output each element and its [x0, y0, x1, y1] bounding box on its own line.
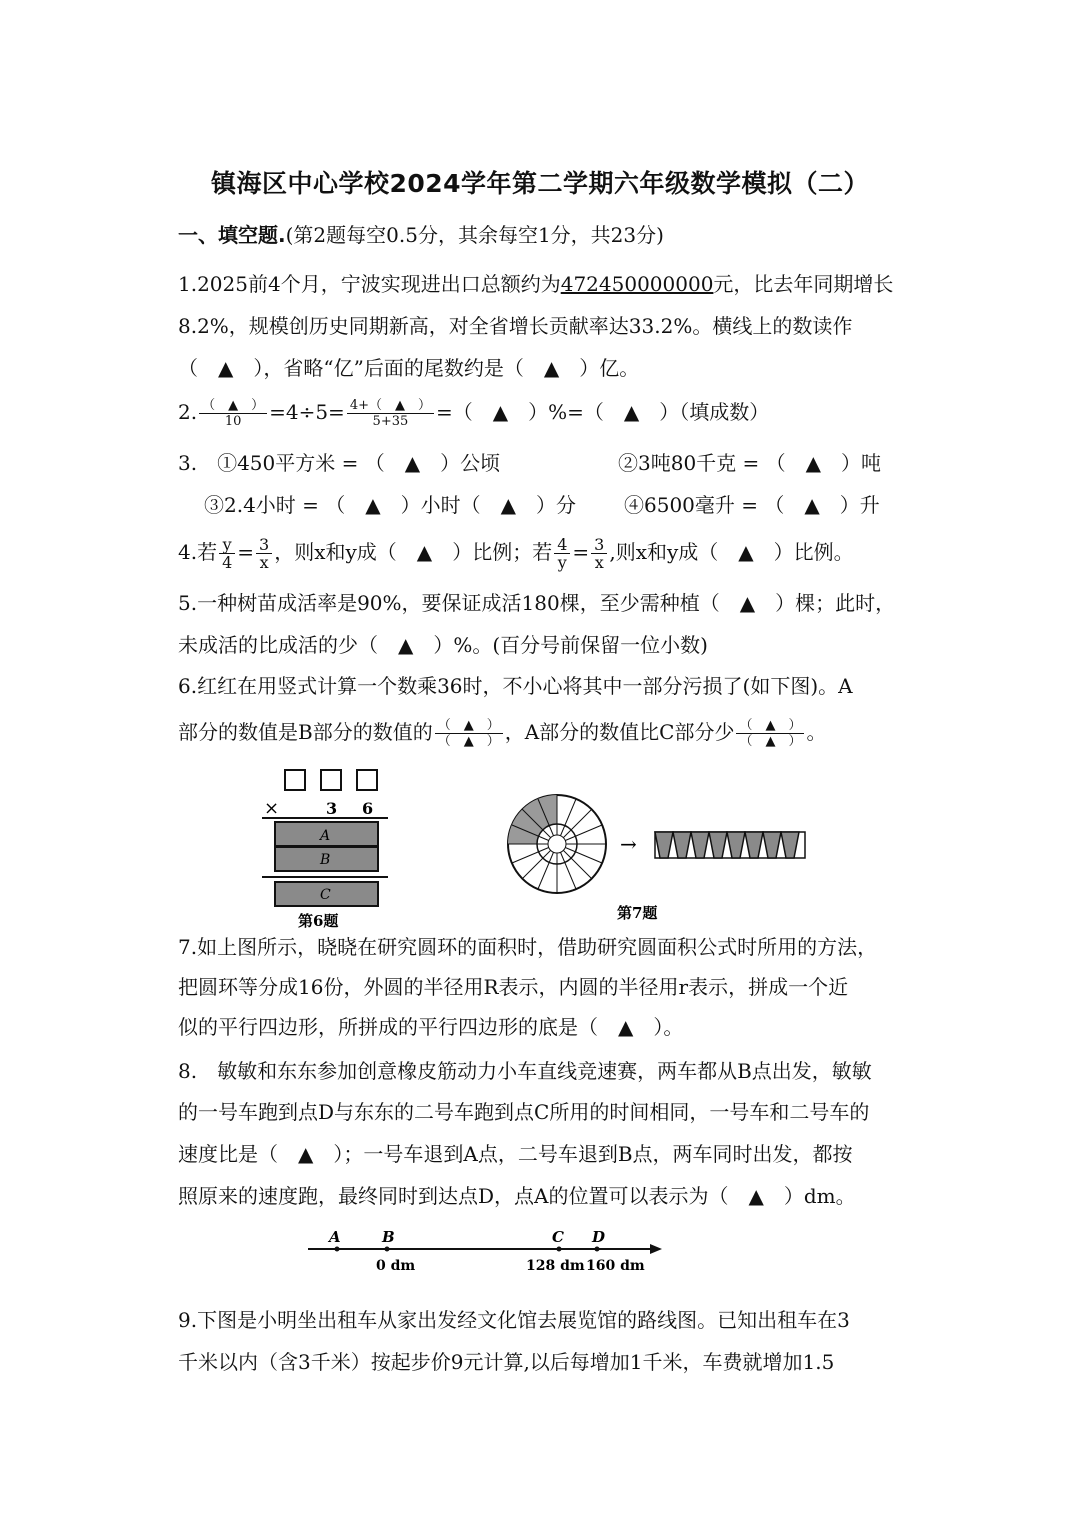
section-heading: 一、填空题. [178, 223, 286, 247]
q9-line1: 9.下图是小明坐出租车从家出发经文化馆去展览馆的路线图。已知出租车在3 [178, 1308, 850, 1332]
q6-frac1-den: （ ▲ ） [437, 734, 500, 749]
label-point-c: C [552, 1228, 564, 1246]
q2-frac2-numerator: 4+（ ▲ ） [347, 398, 434, 414]
q4-frac3-den: y [557, 553, 567, 572]
q4-frac3-num: 4 [554, 536, 570, 554]
times-sign: × [264, 798, 280, 819]
q4-frac-1 [219, 536, 235, 571]
q4-tail: ,则x和y成（ ▲ ）比例。 [609, 540, 854, 564]
parallelogram-strip [655, 832, 805, 858]
label-128dm: 128 dm [526, 1258, 585, 1274]
label-point-b: B [382, 1228, 395, 1246]
caption-fig6: 第6题 [298, 912, 339, 930]
q4-frac4-num: 3 [591, 536, 607, 554]
q3-item-c: ③2.4小时 = （ ▲ ）小时（ ▲ ）分 [204, 493, 577, 517]
caption-fig7: 第7题 [617, 904, 658, 922]
q7-line1: 7.如上图所示，晓晓在研究圆环的面积时，借助研究圆面积公式时所用的方法， [178, 935, 878, 959]
blank-box-3 [357, 770, 377, 790]
q8-line2: 的一号车跑到点D与东东的二号车跑到点C所用的时间相同，一号车和二号车的 [178, 1100, 870, 1124]
point-c [557, 1247, 562, 1252]
q3-item-b: ②3吨80千克 = （ ▲ ）吨 [618, 451, 882, 475]
q7-line3: 似的平行四边形，所拼成的平行四边形的底是（ ▲ ）。 [178, 1015, 684, 1039]
q4-frac2-num: 3 [256, 536, 272, 554]
q6-mid: ，A部分的数值比C部分少 [504, 720, 735, 744]
q4-frac-2 [256, 536, 272, 571]
q4-mid: ，则x和y成（ ▲ ）比例；若 [274, 540, 553, 564]
section-heading-line [178, 222, 664, 248]
q2-frac1-denominator: 10 [224, 414, 242, 429]
q1-line3: （ ▲ ），省略“亿”后面的尾数约是（ ▲ ）亿。 [178, 356, 640, 380]
q4-frac1-num: y [219, 536, 235, 554]
q7-line2: 把圆环等分成16份，外圆的半径用R表示，内圆的半径用r表示，拼成一个近 [178, 975, 849, 999]
q4-frac-4 [591, 536, 607, 571]
q8-line3: 速度比是（ ▲ ）；一号车退到A点，二号车退到B点，两车同时出发，都按 [178, 1142, 853, 1166]
q2-tail: =（ ▲ ）%=（ ▲ ）（填成数） [436, 400, 770, 424]
q6-fraction-1 [435, 718, 503, 749]
q4-frac1-den: 4 [222, 553, 233, 572]
q1-text-a: 1.2025前4个月，宁波实现进出口总额约为 [178, 272, 561, 296]
blank-box-1 [285, 770, 305, 790]
q2-label: 2. [178, 400, 198, 424]
q6-frac2-num: （ ▲ ） [736, 718, 804, 734]
label-b: B [320, 852, 331, 868]
q3-item-a: 3. ①450平方米 = （ ▲ ）公顷 [178, 451, 501, 475]
q6-fraction-2 [736, 718, 804, 749]
arrow-head-icon [650, 1244, 662, 1254]
page-title: 镇海区中心学校2024学年第二学期六年级数学模拟（二） [210, 169, 870, 198]
blank-box-2 [321, 770, 341, 790]
label-160dm: 160 dm [586, 1258, 645, 1274]
digit-6: 6 [362, 799, 374, 818]
q5-line1: 5.一种树苗成活率是90%，要保证成活180棵，至少需种植（ ▲ ）棵；此时， [178, 591, 896, 615]
q6-tail: 。 [806, 720, 827, 744]
q8-line4: 照原来的速度跑，最终同时到达点D，点A的位置可以表示为（ ▲ ）dm。 [178, 1184, 856, 1208]
q4-pre: 4.若 [178, 540, 218, 564]
q4-eq-2: = [572, 540, 590, 564]
label-0dm: 0 dm [376, 1258, 416, 1274]
q4-frac4-den: x [594, 553, 604, 572]
q4-frac2-den: x [259, 553, 269, 572]
q2-mid: =4÷5= [269, 400, 345, 424]
q2-frac2-denominator: 5+35 [372, 414, 409, 429]
q6-pre: 部分的数值是B部分的数值的 [178, 720, 433, 744]
point-a [335, 1247, 340, 1252]
q5-line2: 未成活的比成活的少（ ▲ ）%。(百分号前保留一位小数) [178, 633, 708, 657]
q6-frac1-num: （ ▲ ） [435, 718, 503, 734]
figure-6 [250, 762, 400, 932]
q1-line2: 8.2%，规模创历史同期新高，对全省增长贡献率达33.2%。横线上的数读作 [178, 314, 853, 338]
q6-line1: 6.红红在用竖式计算一个数乘36时，不小心将其中一部分污损了(如下图)。A [178, 674, 853, 698]
q9-line2: 千米以内（含3千米）按起步价9元计算,以后每增加1千米，车费就增加1.5 [178, 1350, 835, 1374]
annulus-diagram [508, 795, 606, 893]
label-point-a: A [329, 1228, 341, 1246]
q4-line [178, 536, 854, 571]
digit-3: 3 [326, 799, 338, 818]
q2-fraction-2 [347, 398, 434, 429]
label-c: C [320, 887, 331, 903]
q1-text-b: 元，比去年同期增长 [713, 272, 894, 296]
q4-frac-3 [554, 536, 570, 571]
q8-line1: 8. 敏敏和东东参加创意橡皮筋动力小车直线竞速赛，两车都从B点出发，敏敏 [178, 1059, 872, 1083]
number-line-figure [300, 1222, 680, 1282]
figure-7 [505, 788, 815, 928]
q3-item-d: ④6500毫升 = （ ▲ ）升 [624, 493, 880, 517]
q2-fraction-1 [199, 398, 267, 429]
q4-eq-1: = [237, 540, 255, 564]
center-circle [548, 835, 566, 853]
q1-underlined-number: 472450000000 [560, 272, 714, 296]
label-a: A [320, 828, 331, 844]
q1-line1 [178, 271, 893, 297]
q2-frac1-numerator: （ ▲ ） [199, 398, 267, 414]
arrow-icon: → [620, 832, 637, 856]
q2-line [178, 398, 769, 429]
point-d [595, 1247, 600, 1252]
q6-frac2-den: （ ▲ ） [739, 734, 802, 749]
point-b [385, 1247, 390, 1252]
label-point-d: D [592, 1228, 606, 1246]
q6-line2 [178, 718, 826, 749]
section-note: (第2题每空0.5分，其余每空1分，共23分) [285, 223, 664, 247]
